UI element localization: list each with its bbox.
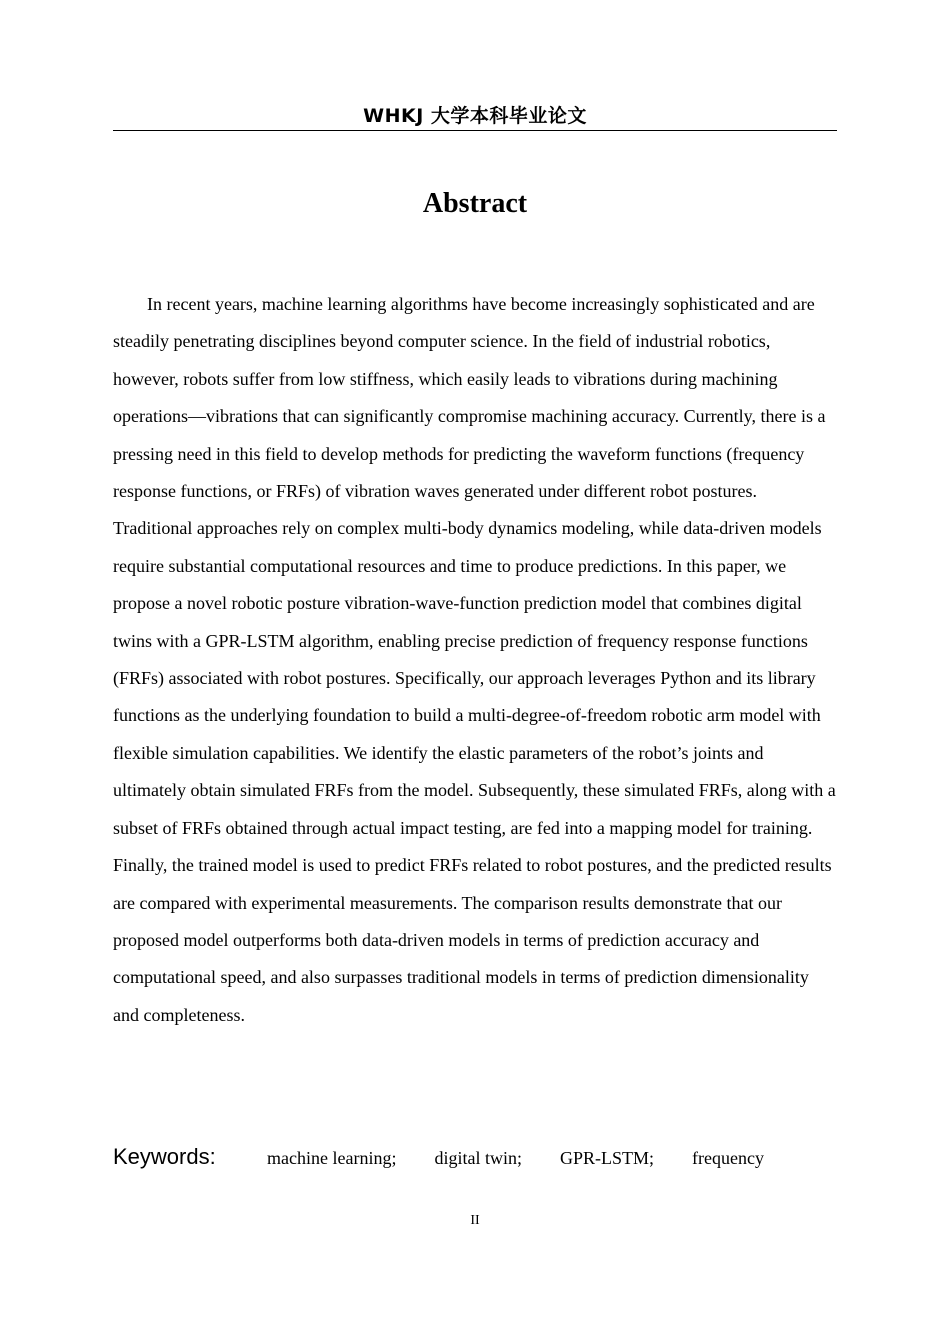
keywords-line xyxy=(113,1144,837,1178)
abstract-body: In recent years, machine learning algorithms have become increasingly sophisticated and are steadily penetrating disciplines beyond computer science. In the field of industrial robotics, however, robots suffer from low stiffness, which easily leads to vibrations during machining operations—vibrations that can significantly compromise machining accuracy. Currently, there is a pressing need in this field to develop methods for predicting the waveform functions (frequency response functions, or FRFs) of vibration waves generated under different robot postures. Traditional approaches rely on complex multi-body dynamics modeling, while data-driven models require substantial computational resources and time to produce predictions. In this paper, we propose a novel robotic posture vibration-wave-function prediction model that combines digital twins with a GPR-LSTM algorithm, enabling precise prediction of frequency response functions (FRFs) associated with robot postures. Specifically, our approach leverages Python and its library functions as the underlying foundation to build a multi-degree-of-freedom robotic arm model with flexible simulation capabilities. We identify the elastic parameters of the robot’s joints and ultimately obtain simulated FRFs from the model. Subsequently, these simulated FRFs, along with a subset of FRFs obtained through actual impact testing, are fed into a mapping model for training. Finally, the trained model is used to predict FRFs related to robot postures, and the predicted results are compared with experimental measurements. The comparison results demonstrate that our proposed model outperforms both data-driven models in terms of prediction accuracy and computational speed, and also surpasses traditional models in terms of prediction dimensionality and completeness. xyxy=(113,294,836,1025)
page-number: II xyxy=(470,1213,480,1228)
header-rule xyxy=(113,130,837,131)
keyword-item: machine learning; xyxy=(267,1148,397,1168)
keyword-item: digital twin; xyxy=(434,1148,522,1168)
abstract-title: Abstract xyxy=(422,188,528,219)
keyword-item: frequency xyxy=(691,1148,764,1168)
running-header: WHKJ 大学本科毕业论文 xyxy=(363,105,587,127)
keywords-label: Keywords: xyxy=(113,1144,216,1169)
keyword-item: GPR-LSTM; xyxy=(559,1148,654,1168)
